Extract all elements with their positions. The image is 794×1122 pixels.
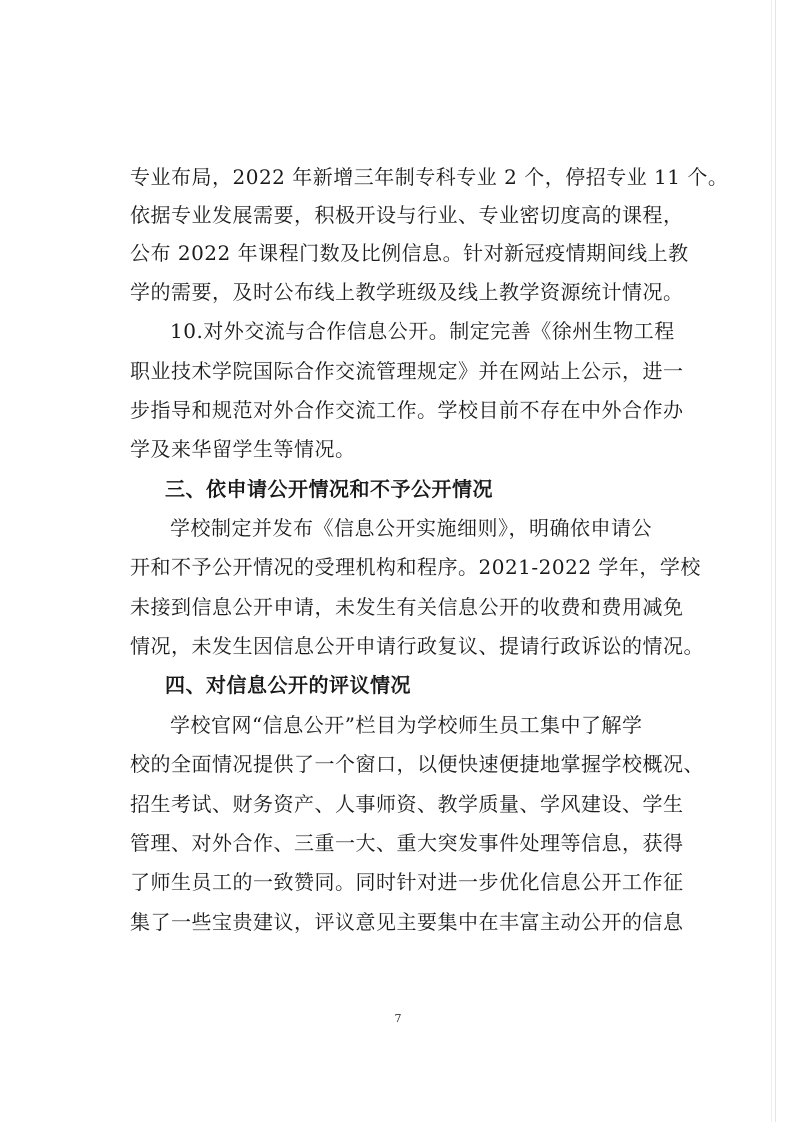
section-item-10: 10.对外交流与合作信息公开。制定完善《徐州生物工程: [170, 319, 675, 343]
paragraph-start: 学校制定并发布《信息公开实施细则》，明确依申请公: [170, 516, 652, 540]
page-edge: [775, 0, 776, 1122]
body-line: 步指导和规范对外合作交流工作。学校目前不存在中外合作办: [130, 398, 684, 422]
section-heading-4: 四、对信息公开的评议情况: [165, 673, 411, 697]
page-edge-inner: [771, 0, 772, 1122]
paragraph-start: 学校官网“信息公开”栏目为学校师生员工集中了解学: [170, 713, 643, 737]
body-line: 校的全面情况提供了一个窗口，以便快速便捷地掌握学校概况、: [130, 752, 704, 776]
body-line: 未接到信息公开申请，未发生有关信息公开的收费和费用减免: [130, 595, 684, 619]
body-line: 依据专业发展需要，积极开设与行业、专业密切度高的课程，: [130, 203, 684, 227]
body-line: 公布 2022 年课程门数及比例信息。针对新冠疫情期间线上教: [130, 241, 689, 265]
body-line: 学的需要，及时公布线上教学班级及线上教学资源统计情况。: [130, 280, 684, 304]
section-heading-3: 三、依申请公开情况和不予公开情况: [165, 477, 493, 501]
body-line: 职业技术学院国际合作交流管理规定》并在网站上公示，进一: [130, 359, 684, 383]
body-line: 情况，未发生因信息公开申请行政复议、提请行政诉讼的情况。: [130, 634, 704, 658]
body-line: 开和不予公开情况的受理机构和程序。2021-2022 学年，学校: [130, 555, 701, 579]
page-number: 7: [394, 1012, 402, 1025]
body-line: 专业布局，2022 年新增三年制专科专业 2 个，停招专业 11 个。: [130, 165, 729, 189]
body-line: 招生考试、财务资产、人事师资、教学质量、学风建设、学生: [130, 792, 684, 816]
body-line: 管理、对外合作、三重一大、重大突发事件处理等信息，获得: [130, 831, 684, 855]
body-line: 集了一些宝贵建议，评议意见主要集中在丰富主动公开的信息: [130, 910, 684, 934]
body-line: 了师生员工的一致赞同。同时针对进一步优化信息公开工作征: [130, 870, 684, 894]
body-line: 学及来华留学生等情况。: [130, 437, 356, 461]
